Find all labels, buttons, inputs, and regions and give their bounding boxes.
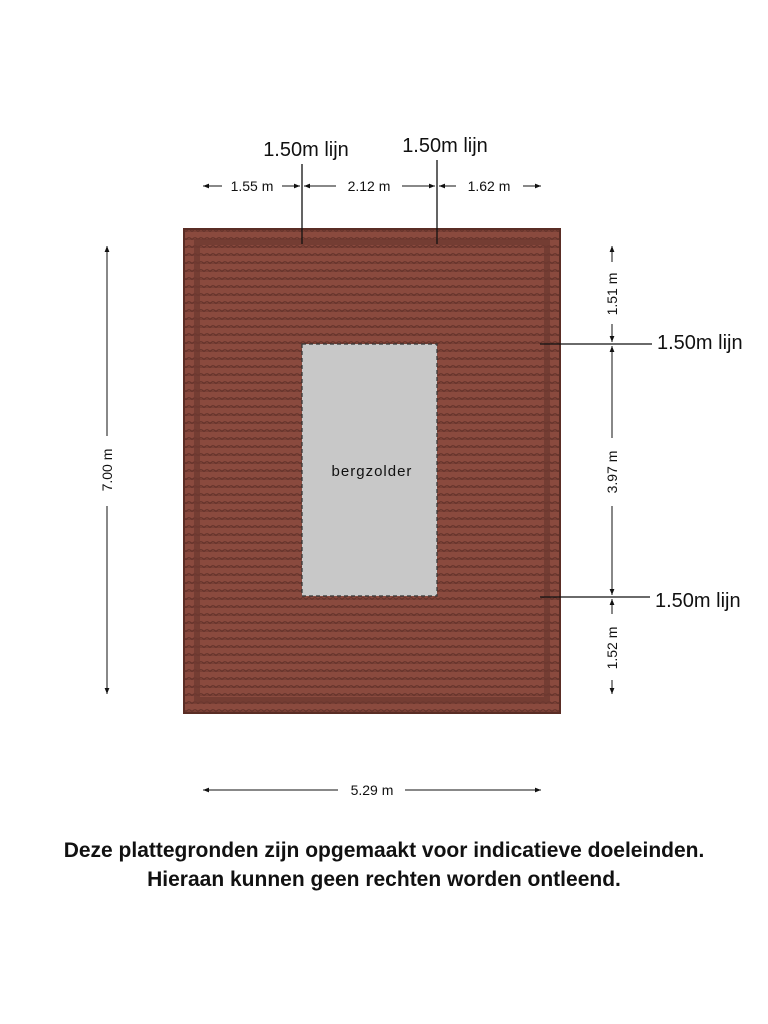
right-lijn-markers — [540, 332, 743, 612]
disclaimer-line-2: Hieraan kunnen geen rechten worden ontleend. — [147, 868, 621, 891]
room-label: bergzolder — [331, 463, 413, 480]
right-dimensions — [604, 246, 620, 694]
bottom-dim-label: 5.29 m — [350, 782, 394, 798]
right-dim-1-label: 1.51 m — [604, 272, 620, 316]
right-upper-lijn-label: 1.50m lijn — [657, 332, 743, 354]
top-right-lijn-label: 1.50m lijn — [402, 135, 488, 157]
room-bergzolder — [302, 344, 437, 596]
bottom-dimension — [203, 782, 541, 798]
top-dim-3-label: 1.62 m — [467, 178, 511, 194]
top-dimensions — [203, 178, 541, 194]
right-lower-lijn-label: 1.50m lijn — [655, 590, 741, 612]
top-left-lijn-label: 1.50m lijn — [263, 139, 349, 161]
right-dim-3-label: 1.52 m — [604, 626, 620, 670]
left-dim-label: 7.00 m — [99, 448, 115, 492]
disclaimer-line-1: Deze plattegronden zijn opgemaakt voor indicatieve doeleinden. — [63, 839, 705, 862]
top-dim-2-label: 2.12 m — [347, 178, 391, 194]
top-dim-1-label: 1.55 m — [230, 178, 274, 194]
left-dimension — [99, 246, 115, 694]
right-dim-2-label: 3.97 m — [604, 450, 620, 494]
disclaimer — [0, 836, 768, 894]
